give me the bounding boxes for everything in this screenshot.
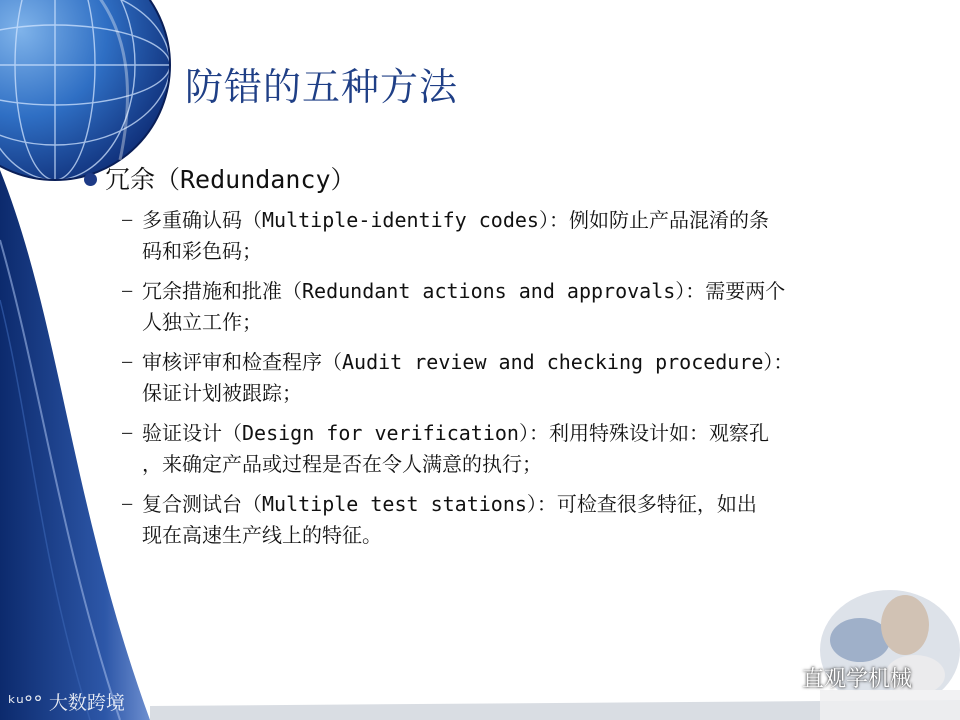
sub-bullet-line: 审核评审和检查程序（Audit review and checking procedure）： bbox=[142, 350, 794, 374]
main-bullet-text: 冗余（Redundancy） bbox=[105, 165, 356, 194]
wechat-icon bbox=[760, 664, 794, 692]
watermark-right-text: 直观学机械 bbox=[802, 667, 913, 692]
sub-bullet-line: 现在高速生产线上的特征。 bbox=[142, 523, 382, 547]
sub-bullet-line: 多重确认码（Multiple-identify codes）：例如防止产品混淆的条 bbox=[142, 208, 769, 232]
sub-bullet-line: ，来确定产品或过程是否在令人满意的执行； bbox=[142, 452, 542, 476]
sub-bullet-line: 复合测试台（Multiple test stations）：可检查很多特征，如出 bbox=[142, 492, 757, 516]
sub-bullet-line: 码和彩色码； bbox=[142, 239, 262, 263]
sub-bullet-line: 保证计划被跟踪； bbox=[142, 381, 302, 405]
watermark-logo-icon: ᵏᵘ°° bbox=[8, 692, 49, 714]
sub-bullet-item bbox=[122, 347, 912, 409]
dash-marker: – bbox=[122, 210, 133, 230]
slide-title: 防错的五种方法 bbox=[185, 65, 459, 109]
sub-bullet-item bbox=[122, 276, 912, 338]
sub-bullet-line: 冗余措施和批准（Redundant actions and approvals）：需要两个 bbox=[142, 279, 786, 303]
watermark-left bbox=[8, 688, 125, 715]
globe-icon bbox=[0, 0, 170, 180]
watermark-left-text: 大数跨境 bbox=[48, 692, 125, 714]
dash-marker: – bbox=[122, 352, 133, 372]
sub-bullet-item bbox=[122, 489, 912, 551]
dash-marker: – bbox=[122, 281, 133, 301]
photo-vignette bbox=[820, 590, 960, 720]
sub-bullet-item bbox=[122, 418, 912, 480]
bullet-dot-icon bbox=[84, 173, 97, 186]
sub-bullet-line: 人独立工作； bbox=[142, 310, 262, 334]
sub-bullet-item bbox=[122, 205, 912, 267]
sub-bullet-line: 验证设计（Design for verification）：利用特殊设计如：观察孔 bbox=[142, 421, 769, 445]
sub-bullet-list bbox=[122, 205, 912, 560]
main-bullet bbox=[84, 160, 356, 196]
dash-marker: – bbox=[122, 494, 133, 514]
dash-marker: – bbox=[122, 423, 133, 443]
watermark-right bbox=[760, 662, 912, 693]
